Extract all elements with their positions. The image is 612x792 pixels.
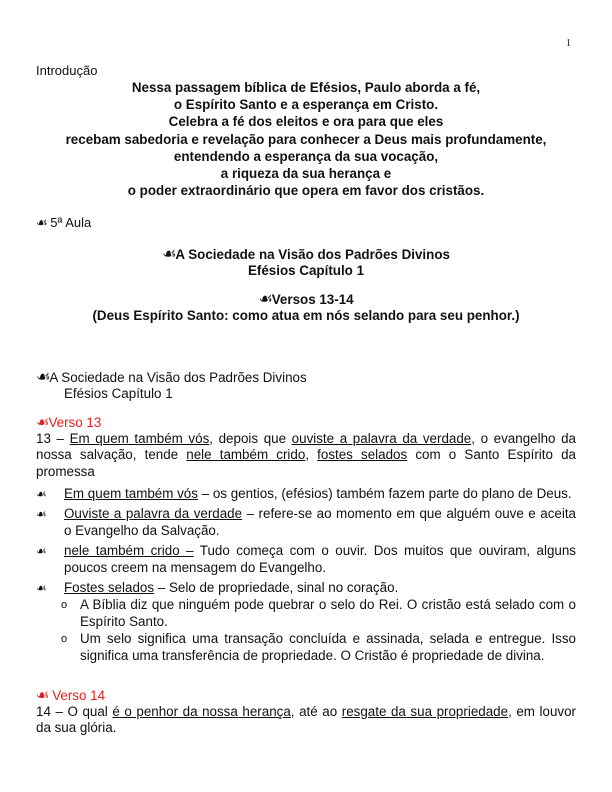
verse-13-heading: ☙Verso 13	[36, 413, 102, 431]
verse-13-text: 13 – Em quem também vós, depois que ouviste a palavra da verdade, o evangelho da nossa salvação, tende nele também crido, fostes selados com o Santo Espírito da promessa	[36, 431, 576, 479]
sub-list-item: o Um selo significa uma transação concluída e assinada, selada e entregue. Isso significa uma transferência de propriedade. O Cristão é propriedade de divina.	[61, 631, 576, 663]
fleuron-icon: ☙	[36, 216, 47, 231]
underlined-phrase: ouviste a palavra da verdade	[291, 431, 472, 446]
bullet-text: – os gentios, (efésios) também fazem parte do plano de Deus.	[197, 486, 572, 501]
bullet-term: Fostes selados	[64, 580, 155, 596]
intro-line: o poder extraordinário que opera em favor dos cristãos.	[127, 183, 485, 199]
fleuron-icon: ☙	[36, 367, 50, 386]
lesson-label: 5ª Aula	[50, 215, 92, 230]
topic-chapter: Efésios Capítulo 1	[64, 386, 173, 401]
verse-14-heading: ☙ Verso 14	[36, 686, 106, 704]
heading-chapter: Efésios Capítulo 1	[247, 263, 365, 278]
list-item	[36, 506, 576, 539]
topic-title: ☙A Sociedade na Visão dos Padrões Divinos	[36, 367, 307, 386]
lesson-line	[36, 215, 91, 231]
circle-bullet-icon: o	[61, 599, 68, 612]
fleuron-icon: ☙	[36, 581, 46, 596]
bullet-term: nele também crido –	[64, 543, 194, 559]
bullet-text: – refere-se ao momento em que alguém ouve e aceita o Evangelho da Salvação.	[64, 506, 576, 538]
verse-13-bullets	[36, 486, 576, 664]
verse-14-text: 14 – O qual é o penhor da nossa herança, até ao resgate da sua propriedade, em louvor da sua glória.	[36, 704, 576, 736]
intro-line: Celebra a fé dos eleitos e ora para que eles	[168, 114, 444, 130]
bullet-term: Ouviste a palavra da verdade	[64, 506, 243, 522]
page-number: 1	[566, 38, 571, 49]
sub-list-item: o A Bíblia diz que ninguém pode quebrar o selo do Rei. O cristão está selado com o Espírito Santo.	[61, 597, 576, 629]
underlined-phrase: nele também crido	[186, 447, 306, 463]
intro-line: recebam sabedoria e revelação para conhecer a Deus mais profundamente,	[65, 131, 547, 147]
intro-label: Introdução	[36, 63, 98, 78]
fleuron-icon: ☙	[36, 487, 46, 501]
heading-verses: ☙Versos 13-14	[258, 289, 354, 308]
fleuron-icon: ☙	[36, 507, 46, 522]
intro-paragraph	[30, 79, 582, 199]
bullet-term: Em quem também vós	[64, 486, 198, 501]
list-item	[36, 486, 576, 502]
fleuron-icon: ☙	[162, 244, 176, 263]
intro-line: entendendo a esperança da sua vocação,	[173, 148, 439, 164]
fleuron-icon: ☙	[36, 413, 49, 431]
intro-line: Nessa passagem bíblica de Efésios, Paulo aborda a fé,	[131, 80, 481, 95]
heading-title: ☙A Sociedade na Visão dos Padrões Divinos	[162, 244, 450, 263]
underlined-phrase: resgate da sua propriedade	[341, 704, 509, 719]
heading-subtitle: (Deus Espírito Santo: como atua em nós selando para seu penhor.)	[92, 308, 520, 323]
intro-line: a riqueza da sua herança e	[220, 166, 392, 182]
fleuron-icon: ☙	[36, 544, 46, 559]
circle-bullet-icon: o	[61, 633, 68, 646]
underlined-phrase: Em quem também vós	[69, 431, 210, 446]
fleuron-icon: ☙	[36, 686, 49, 704]
fleuron-icon: ☙	[258, 289, 272, 308]
underlined-phrase: fostes selados	[317, 447, 408, 463]
intro-line: o Espírito Santo e a esperança em Cristo.	[173, 97, 439, 113]
bullet-text: – Selo de propriedade, sinal no coração.	[154, 580, 399, 596]
topic-block	[36, 369, 307, 402]
bullet-text: Tudo começa com o ouvir. Dos muitos que ouviram, alguns poucos creem na mensagem do Evangelho.	[64, 543, 576, 575]
list-item	[36, 580, 576, 596]
sub-list	[36, 597, 576, 664]
list-item	[36, 543, 576, 576]
underlined-phrase: é o penhor da nossa herança	[112, 704, 291, 719]
